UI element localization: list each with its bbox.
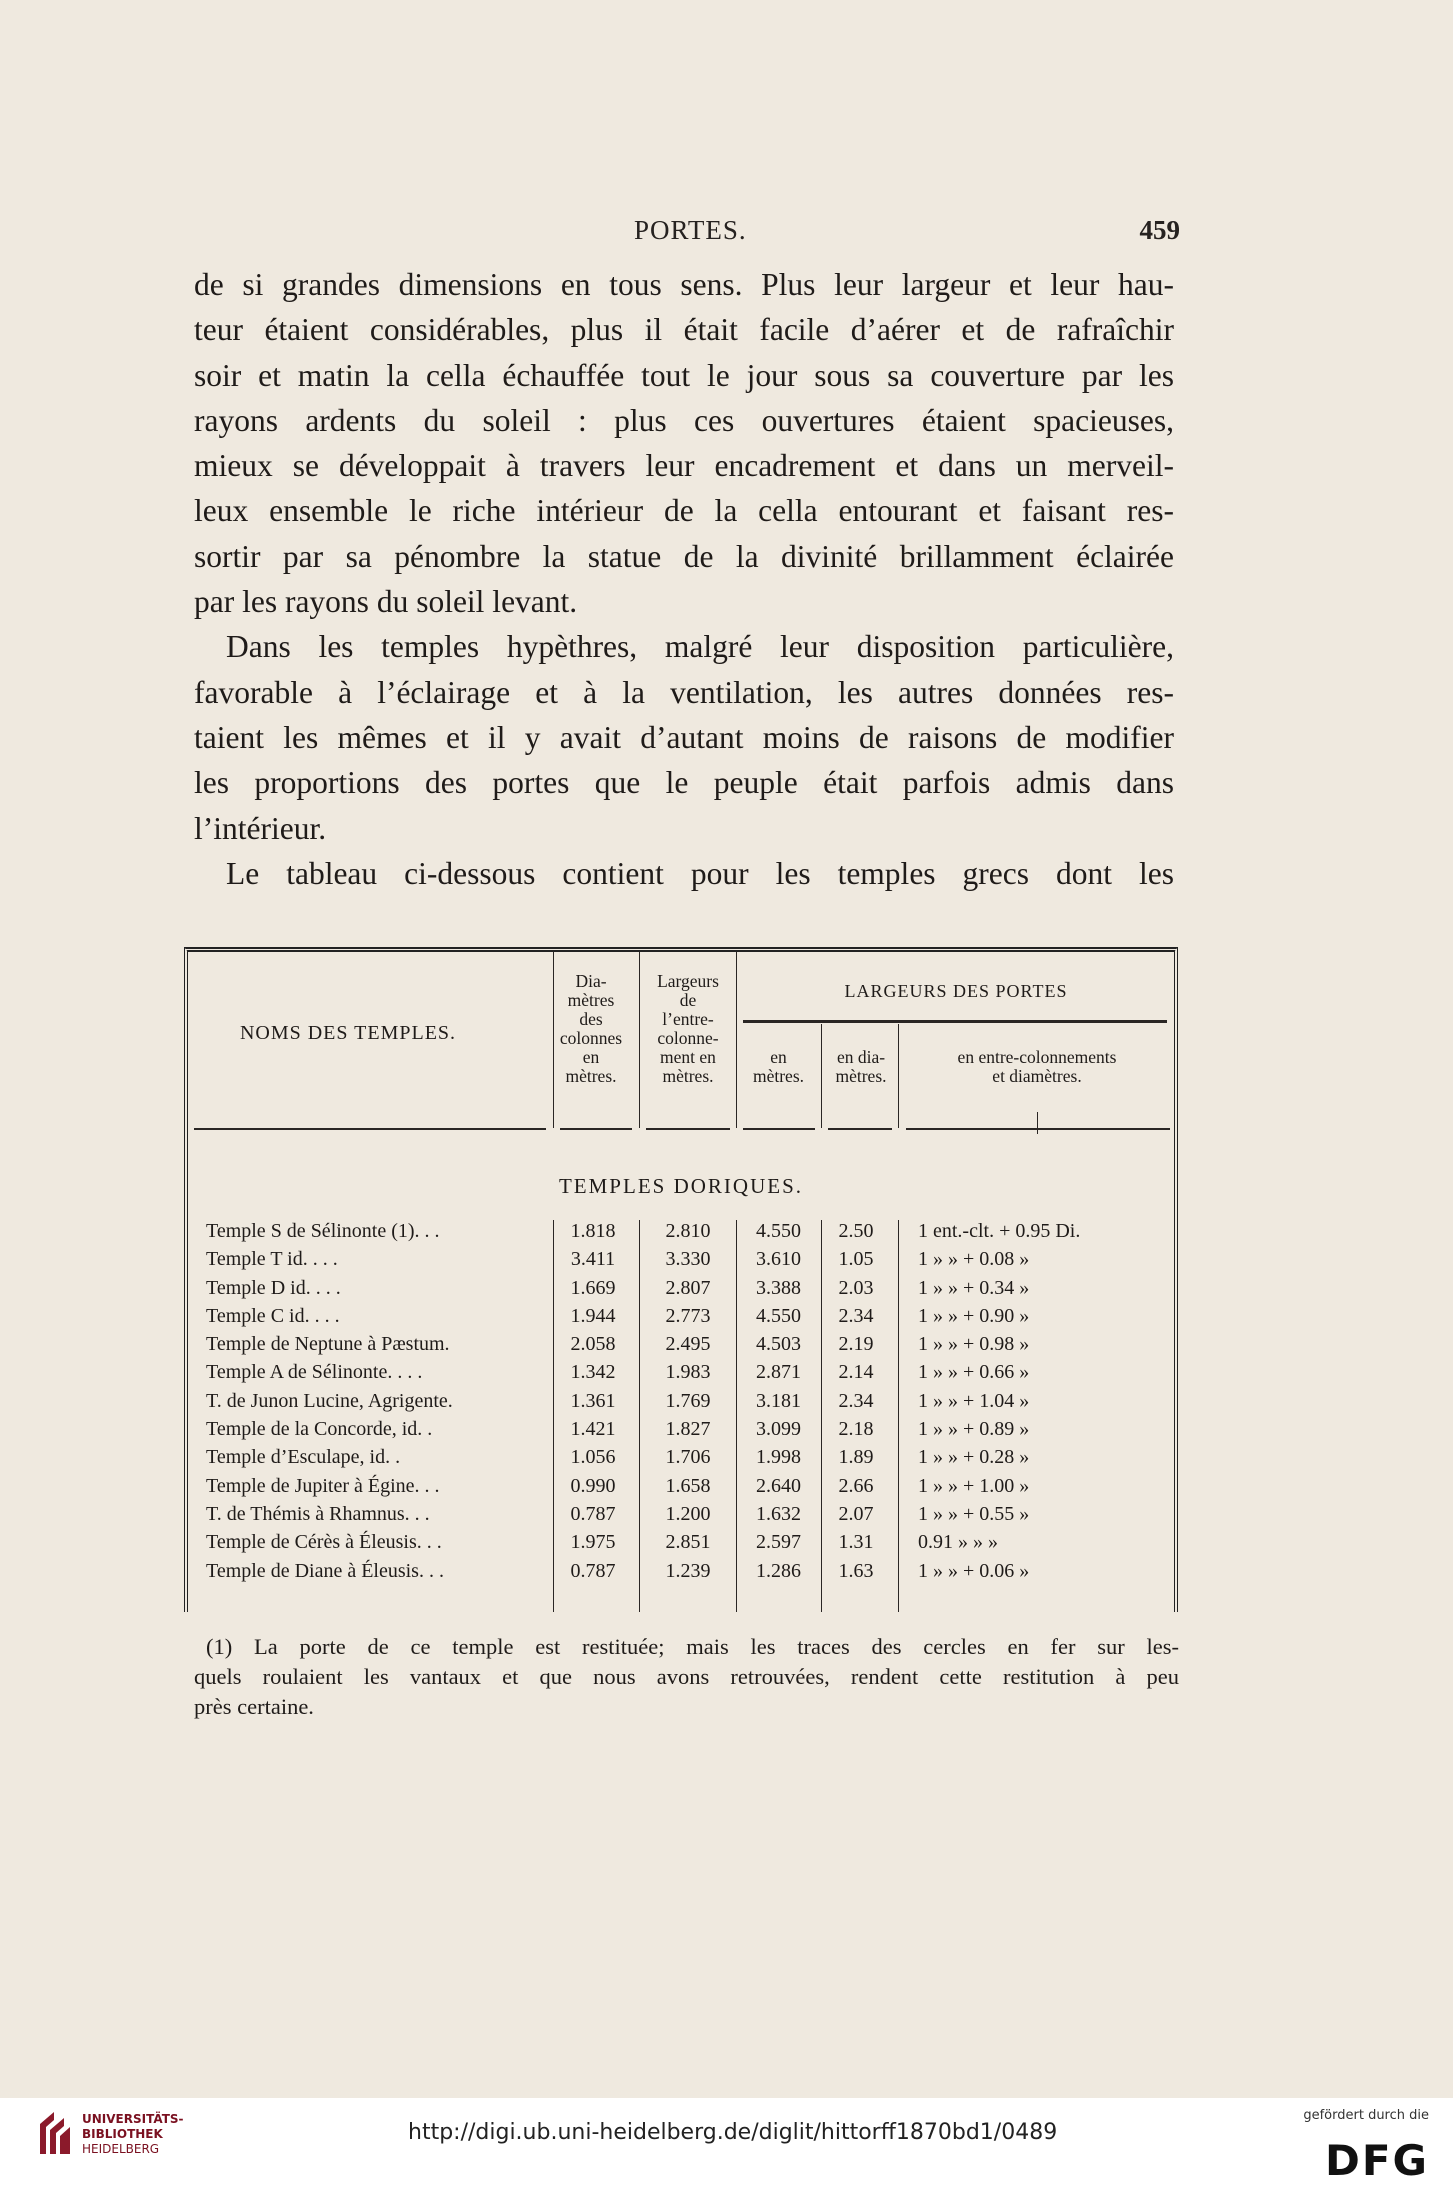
header-rule (646, 1128, 730, 1130)
cell-diametres: 2.07 (838, 1502, 874, 1525)
cell-metres: 3.181 (756, 1389, 801, 1412)
temples-table (184, 947, 1178, 1612)
cell-metres: 4.550 (756, 1304, 801, 1327)
header-rule (194, 1128, 546, 1130)
table-row (188, 1390, 1174, 1418)
cell-entrecolonnement: 1.239 (665, 1559, 711, 1582)
cell-name: Temple de Cérès à Éleusis. . . (206, 1531, 442, 1554)
cell-metres: 2.597 (756, 1531, 801, 1554)
cell-name: Temple C id. . . . (206, 1304, 340, 1327)
header-text: en (582, 1047, 600, 1067)
table-row (188, 1531, 1174, 1559)
table-body (188, 1220, 1174, 1588)
text-line: leux ensemble le riche intérieur de la cella entourant et faisant res- (194, 493, 1174, 529)
header-text: en (770, 1047, 787, 1067)
cell-entrecolonnement: 1.983 (665, 1361, 711, 1384)
footnote-line: près certaine. (194, 1694, 314, 1719)
header-rule (743, 1128, 815, 1130)
cell-entre-col: 1 » » + 0.34 » (918, 1276, 1030, 1299)
cell-diametres: 2.50 (838, 1220, 874, 1242)
table-row (188, 1503, 1174, 1531)
cell-entre-col: 0.91 » » » (918, 1531, 998, 1554)
cell-entrecolonnement: 2.807 (665, 1276, 711, 1299)
funding-label: gefördert durch die (1303, 2108, 1429, 2123)
cell-metres: 3.099 (756, 1418, 801, 1441)
table-row (188, 1418, 1174, 1446)
cell-diametres: 1.31 (838, 1531, 874, 1554)
column-rule (898, 1024, 899, 1128)
cell-entrecolonnement: 3.330 (665, 1248, 711, 1271)
cell-entrecolonnement: 2.495 (665, 1333, 711, 1356)
running-header (194, 215, 1180, 255)
header-text: colonne- (657, 1028, 719, 1048)
table-row (188, 1220, 1174, 1248)
cell-metres: 1.998 (756, 1446, 801, 1469)
cell-entre-col: 1 » » + 0.66 » (918, 1361, 1030, 1384)
dfg-logo: DFG (1324, 2136, 1429, 2185)
cell-name: Temple D id. . . . (206, 1276, 341, 1299)
cell-diametres: 1.89 (838, 1446, 874, 1469)
header-en-metres (741, 1048, 816, 1086)
cell-diametres: 2.66 (838, 1474, 874, 1497)
header-text: mètres. (752, 1066, 805, 1086)
footnote (194, 1632, 1179, 1722)
cell-entre-col: 1 » » + 0.08 » (918, 1248, 1030, 1271)
table-row (188, 1333, 1174, 1361)
library-name-line: BIBLIOTHEK (82, 2127, 163, 2141)
cell-entre-col: 1 » » + 0.98 » (918, 1333, 1030, 1356)
cell-name: Temple S de Sélinonte (1). . . (206, 1220, 440, 1242)
text-line: rayons ardents du soleil : plus ces ouvertures étaient spacieuses, (194, 402, 1174, 438)
cell-diametre: 1.975 (570, 1531, 616, 1554)
library-name-line: UNIVERSITÄTS- (82, 2112, 184, 2126)
text-line: par les rayons du soleil levant. (194, 584, 578, 620)
header-names: NOMS DES TEMPLES. (239, 1022, 457, 1044)
paragraph-1 (194, 262, 1174, 624)
header-text: l’entre- (662, 1009, 714, 1029)
cell-metres: 1.632 (756, 1502, 801, 1525)
paragraph-2 (194, 624, 1174, 669)
cell-diametre: 1.361 (570, 1389, 616, 1412)
cell-entre-col: 1 » » + 0.06 » (918, 1559, 1030, 1582)
cell-entre-col: 1 » » + 1.00 » (918, 1474, 1030, 1497)
header-rule (906, 1128, 1170, 1130)
header-text: mètres. (835, 1066, 887, 1086)
header-en-diametres (826, 1048, 896, 1086)
column-rule (736, 952, 737, 1128)
header-text: mètres. (565, 1066, 617, 1086)
library-name (82, 2112, 184, 2157)
header-text: Dia- (575, 971, 607, 991)
cell-entrecolonnement: 1.706 (665, 1446, 711, 1469)
cell-name: Temple T id. . . . (206, 1248, 338, 1271)
cell-diametre: 1.944 (570, 1304, 616, 1327)
cell-entre-col: 1 » » + 0.90 » (918, 1304, 1030, 1327)
header-largeurs-portes: LARGEURS DES PORTES (844, 981, 1068, 1001)
header-text: des (579, 1009, 603, 1029)
header-entre-col-diam (903, 1048, 1171, 1086)
text-line: de si grandes dimensions en tous sens. Plus leur largeur et leur hau- (194, 267, 1174, 302)
cell-metres: 1.286 (756, 1559, 801, 1582)
table-row (188, 1305, 1174, 1333)
column-rule (1037, 1112, 1038, 1134)
text-line: les proportions des portes que le peuple était parfois admis dans (194, 765, 1174, 801)
paragraph-3 (194, 851, 1174, 896)
cell-diametre: 1.056 (570, 1446, 616, 1469)
header-text: et diamètres. (992, 1066, 1082, 1086)
running-title: PORTES. (634, 215, 747, 245)
cell-entrecolonnement: 1.200 (665, 1502, 711, 1525)
header-text: ment en (660, 1047, 716, 1067)
header-text: en entre-colonnements (957, 1047, 1117, 1067)
cell-metres: 4.503 (756, 1333, 801, 1356)
column-rule (639, 952, 640, 1128)
cell-entre-col: 1 » » + 0.89 » (918, 1418, 1030, 1441)
cell-diametres: 2.03 (838, 1276, 874, 1299)
table-row (188, 1361, 1174, 1389)
cell-diametre: 1.818 (570, 1220, 616, 1242)
header-diametres (546, 972, 636, 1086)
cell-entre-col: 1 » » + 0.55 » (918, 1502, 1030, 1525)
cell-diametres: 2.34 (838, 1389, 874, 1412)
table-row (188, 1277, 1174, 1305)
cell-diametre: 1.342 (570, 1361, 616, 1384)
footnote-line: quels roulaient les vantaux et que nous avons retrouvées, rendent cette restitution à peu (194, 1664, 1179, 1689)
table-row (188, 1560, 1174, 1588)
paragraph-2-cont (194, 670, 1174, 851)
column-rule (821, 1024, 822, 1128)
cell-metres: 3.388 (756, 1276, 801, 1299)
header-entrecolonnement (643, 972, 733, 1086)
header-text: colonnes (559, 1028, 623, 1048)
cell-entrecolonnement: 1.827 (665, 1418, 711, 1441)
section-title: TEMPLES DORIQUES. (558, 1174, 803, 1198)
cell-entre-col: 1 » » + 0.28 » (918, 1446, 1030, 1469)
cell-diametre: 2.058 (570, 1333, 616, 1356)
page-number: 459 (1139, 215, 1180, 245)
cell-diametres: 1.63 (838, 1559, 874, 1582)
text-line: Le tableau ci-dessous contient pour les temples grecs dont les (226, 855, 1174, 891)
cell-diametres: 2.14 (838, 1361, 874, 1384)
cell-diametre: 0.787 (570, 1502, 616, 1525)
text-line: taient les mêmes et il y avait d’autant moins de raisons de modifier (194, 719, 1174, 755)
text-line: l’intérieur. (194, 810, 327, 846)
cell-metres: 3.610 (756, 1248, 801, 1271)
library-name-line: HEIDELBERG (82, 2142, 160, 2156)
header-rule (828, 1128, 892, 1130)
cell-diametre: 0.787 (570, 1559, 616, 1582)
text-line: mieux se développait à travers leur encadrement et dans un merveil- (194, 448, 1174, 484)
cell-diametre: 0.990 (570, 1474, 616, 1497)
cell-diametre: 1.669 (570, 1276, 616, 1299)
body-text (194, 262, 1174, 896)
cell-diametres: 2.18 (838, 1418, 874, 1441)
cell-name: Temple d’Esculape, id. . (206, 1446, 401, 1469)
header-text: en dia- (836, 1047, 886, 1067)
table-row (188, 1475, 1174, 1503)
group-rule (743, 1020, 1167, 1023)
cell-entrecolonnement: 2.851 (665, 1531, 711, 1554)
cell-diametre: 3.411 (570, 1248, 616, 1271)
cell-diametres: 2.19 (838, 1333, 874, 1356)
text-line: sortir par sa pénombre la statue de la divinité brillamment éclairée (194, 538, 1174, 574)
header-text: mètres (567, 990, 615, 1010)
cell-entrecolonnement: 1.658 (665, 1474, 711, 1497)
cell-diametres: 2.34 (838, 1304, 874, 1327)
cell-entrecolonnement: 2.773 (665, 1304, 711, 1327)
table-row (188, 1248, 1174, 1276)
column-rule (553, 952, 554, 1128)
cell-entrecolonnement: 1.769 (665, 1389, 711, 1412)
cell-diametres: 1.05 (838, 1248, 874, 1271)
cell-name: T. de Thémis à Rhamnus. . . (206, 1502, 430, 1525)
text-line: teur étaient considérables, plus il était facile d’aérer et de rafraîchir (194, 312, 1174, 348)
viewer-footer (0, 2098, 1453, 2203)
cell-name: Temple de Neptune à Pæstum. (206, 1333, 450, 1356)
cell-metres: 2.871 (756, 1361, 801, 1384)
cell-metres: 4.550 (756, 1220, 801, 1242)
cell-metres: 2.640 (756, 1474, 801, 1497)
cell-name: Temple A de Sélinonte. . . . (206, 1361, 423, 1384)
cell-diametre: 1.421 (570, 1418, 616, 1441)
permalink[interactable]: http://digi.ub.uni-heidelberg.de/diglit/hittorff1870bd1/0489 (408, 2120, 1058, 2145)
cell-entre-col: 1 » » + 1.04 » (918, 1389, 1030, 1412)
table-row (188, 1446, 1174, 1474)
header-rule (560, 1128, 632, 1130)
cell-entrecolonnement: 2.810 (665, 1220, 711, 1242)
header-text: mètres. (662, 1066, 714, 1086)
cell-name: Temple de Diane à Éleusis. . . (206, 1559, 444, 1582)
text-line: soir et matin la cella échauffée tout le jour sous sa couverture par les (194, 357, 1174, 393)
text-line: Dans les temples hypèthres, malgré leur disposition particulière, (226, 629, 1174, 665)
cell-entre-col: 1 ent.-clt. + 0.95 Di. (918, 1220, 1081, 1242)
cell-name: T. de Junon Lucine, Agrigente. (206, 1389, 453, 1412)
header-text: Largeurs (657, 971, 719, 991)
footnote-line: (1) La porte de ce temple est restituée; mais les traces des cercles en fer sur les- (206, 1634, 1179, 1659)
header-text: de (679, 990, 697, 1010)
cell-name: Temple de Jupiter à Égine. . . (206, 1474, 440, 1497)
text-line: favorable à l’éclairage et à la ventilation, les autres données res- (194, 674, 1174, 710)
library-logo-icon (36, 2110, 72, 2156)
cell-name: Temple de la Concorde, id. . (206, 1418, 433, 1441)
